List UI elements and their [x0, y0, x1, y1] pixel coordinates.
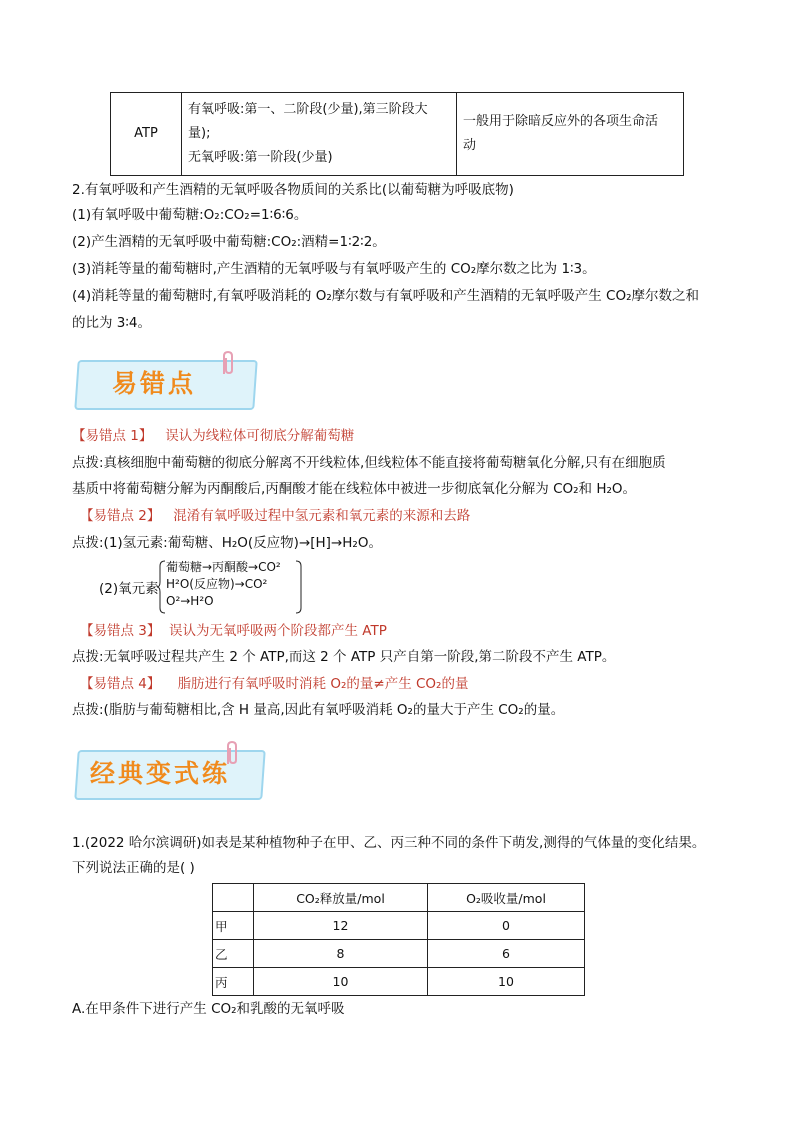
error-title: 误认为线粒体可彻底分解葡萄糖 [165, 428, 355, 444]
question-stem: 1.(2022 哈尔滨调研)如表是某种植物种子在甲、乙、丙三种不同的条件下萌发,测得的气体量的变化结果。 [72, 835, 706, 851]
question-stem: 下列说法正确的是( ) [72, 860, 195, 876]
error-tag: 【易错点 1】 [72, 428, 153, 444]
header-cell: CO₂释放量/mol [254, 884, 428, 912]
table-cell: 10 [254, 968, 428, 996]
error-title: 误认为无氧呼吸两个阶段都产生 ATP [168, 623, 387, 639]
header-cell [213, 884, 254, 912]
table-cell: 8 [254, 940, 428, 968]
paperclip-icon [218, 350, 238, 376]
atp-label-cell: ATP [111, 93, 182, 176]
oxygen-path-line: H²O(反应物)→CO² [166, 577, 268, 591]
banner-title: 易错点 [112, 369, 197, 398]
error-tip: 点拨:无氧呼吸过程共产生 2 个 ATP,而这 2 个 ATP 只产自第一阶段,第二阶段不产生 ATP。 [72, 649, 616, 665]
error-title: 混淆有氧呼吸过程中氢元素和氧元素的来源和去路 [173, 508, 471, 524]
header-cell: O₂吸收量/mol [428, 884, 585, 912]
error-tip: 基质中将葡萄糖分解为丙酮酸后,丙酮酸才能在线粒体中被进一步彻底氧化分解为 CO₂和 H₂O。 [72, 481, 637, 497]
oxygen-path-line: O²→H²O [166, 594, 214, 608]
paragraph: 2.有氧呼吸和产生酒精的无氧呼吸各物质间的关系比(以葡萄糖为呼吸底物) [72, 182, 514, 198]
error-tag: 【易错点 2】 [80, 508, 161, 524]
section-banner-errors [72, 350, 260, 412]
table-row [213, 940, 585, 968]
right-brace-icon [294, 560, 304, 614]
atp-source-line: 量); [188, 126, 211, 141]
table-cell: 0 [428, 912, 585, 940]
row-label-cell: 甲 [213, 912, 254, 940]
atp-use-line: 动 [463, 138, 477, 153]
table-cell: 10 [428, 968, 585, 996]
table-row [111, 93, 684, 176]
atp-source-line: 有氧呼吸:第一、二阶段(少量),第三阶段大 [188, 102, 428, 117]
table-header-row [213, 884, 585, 912]
error-tip: 点拨:真核细胞中葡萄糖的彻底分解离不开线粒体,但线粒体不能直接将葡萄糖氧化分解,只有在细胞质 [72, 455, 666, 471]
table-row [213, 912, 585, 940]
error-point-3-heading [80, 621, 387, 641]
oxygen-paths [166, 559, 281, 610]
option-a: A.在甲条件下进行产生 CO₂和乳酸的无氧呼吸 [72, 1001, 345, 1017]
paragraph: (3)消耗等量的葡萄糖时,产生酒精的无氧呼吸与有氧呼吸产生的 CO₂摩尔数之比为 1∶3。 [72, 261, 596, 277]
table-row [213, 968, 585, 996]
paragraph: (2)产生酒精的无氧呼吸中葡萄糖:CO₂:酒精=1∶2∶2。 [72, 234, 386, 250]
atp-use-cell [457, 93, 684, 176]
error-tip: 点拨:(脂肪与葡萄糖相比,含 H 量高,因此有氧呼吸消耗 O₂的量大于产生 CO₂的量。 [72, 702, 565, 718]
paragraph: 的比为 3∶4。 [72, 315, 151, 331]
atp-table [110, 92, 684, 176]
error-title: 脂肪进行有氧呼吸时消耗 O₂的量≠产生 CO₂的量 [177, 676, 469, 692]
row-label-cell: 乙 [213, 940, 254, 968]
atp-source-line: 无氧呼吸:第一阶段(少量) [188, 150, 333, 165]
row-label-cell: 丙 [213, 968, 254, 996]
oxygen-label: (2)氧元素 [99, 581, 159, 597]
paragraph: (4)消耗等量的葡萄糖时,有氧呼吸消耗的 O₂摩尔数与有氧呼吸和产生酒精的无氧呼吸产生 CO₂摩尔数之和 [72, 288, 699, 304]
error-point-4-heading [80, 674, 468, 694]
gas-exchange-table [212, 883, 585, 996]
paragraph: (1)有氧呼吸中葡萄糖:O₂:CO₂=1∶6∶6。 [72, 207, 308, 223]
error-point-2-heading [80, 506, 470, 526]
atp-use-line: 一般用于除暗反应外的各项生命活 [463, 114, 659, 129]
banner-title: 经典变式练 [90, 759, 231, 788]
table-cell: 6 [428, 940, 585, 968]
atp-source-cell [182, 93, 457, 176]
error-tip: 点拨:(1)氢元素:葡萄糖、H₂O(反应物)→[H]→H₂O。 [72, 535, 382, 551]
error-tag: 【易错点 4】 [80, 676, 161, 692]
error-tag: 【易错点 3】 [80, 623, 161, 639]
table-cell: 12 [254, 912, 428, 940]
section-banner-practice [72, 740, 268, 802]
error-point-1-heading [72, 426, 354, 446]
oxygen-path-line: 葡萄糖→丙酮酸→CO² [166, 560, 281, 574]
